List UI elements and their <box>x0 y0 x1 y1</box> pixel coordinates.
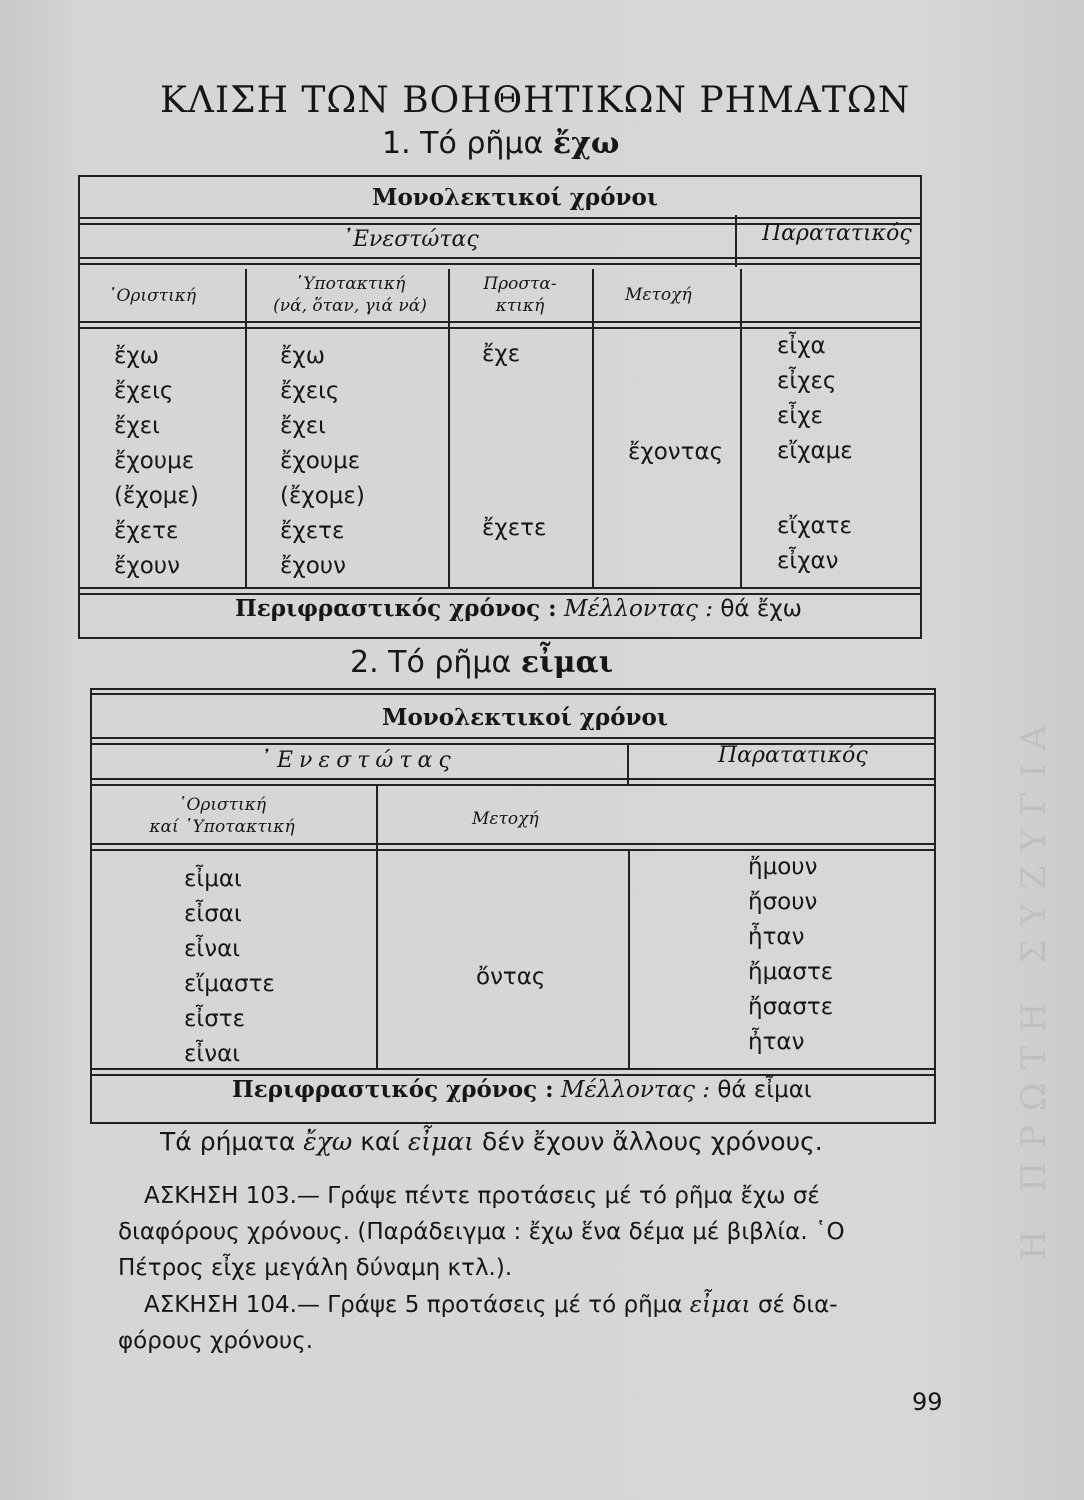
eimai-imperfect-form: ἤμαστε <box>748 959 834 985</box>
echo-subjunctive-form: (ἔχομε) <box>280 483 365 509</box>
echo-participle-header: Μετοχή <box>625 285 692 305</box>
echo-indicative-form: (ἔχομε) <box>114 483 199 509</box>
note-word-echo: ἔχω <box>303 1127 353 1156</box>
echo-imperative-plural: ἔχετε <box>482 515 547 541</box>
echo-indicative-form: ἔχω <box>114 343 159 369</box>
eimai-imperfect-column <box>748 850 833 1060</box>
eimai-imperfect-form: ἤσουν <box>748 889 818 915</box>
eimai-heading <box>350 645 613 680</box>
eimai-indicative-column <box>184 862 275 1072</box>
eimai-subjunctive-title: καί ῾Υποτακτική <box>149 817 295 837</box>
echo-conjugation-table <box>78 175 922 639</box>
note-part-2: καί <box>360 1127 400 1156</box>
echo-indicative-form: ἔχουν <box>114 553 180 579</box>
echo-participle-form: ἔχοντας <box>628 439 724 465</box>
echo-indicative-header: ῾Οριστική <box>108 286 197 306</box>
exercise-104-text-b: σέ δια- <box>757 1292 838 1318</box>
eimai-indicative-form: εἶσαι <box>184 901 242 927</box>
eimai-indicative-form: εἶστε <box>184 1006 246 1032</box>
echo-imperfect-form: εἴχαμε <box>777 438 853 464</box>
eimai-imperfect-form: ἤσαστε <box>748 994 834 1020</box>
auxiliary-verbs-note <box>160 1124 990 1160</box>
echo-imperfect-column-bottom <box>777 509 852 579</box>
exercise-104 <box>118 1287 948 1359</box>
note-part-1: Τά ρήματα <box>160 1127 296 1156</box>
eimai-imperfect-header: Παρατατικός <box>718 743 868 768</box>
eimai-periphrastic-label: Περιφραστικός χρόνος : <box>232 1076 554 1103</box>
eimai-heading-word: εἶμαι <box>520 645 614 680</box>
exercise-103-line-3: Πέτρος εἶχε μεγάλη δύναμη κτλ.). <box>118 1255 513 1281</box>
bleed-through-text: Η ΠΡΩΤΗ ΣΥΖΥΓΙΑ <box>1014 711 1054 1260</box>
echo-subjunctive-form: ἔχει <box>280 413 326 439</box>
chapter-title: ΚΛΙΣΗ ΤΩΝ ΒΟΗΘΗΤΙΚΩΝ ΡΗΜΑΤΩΝ <box>160 80 911 121</box>
echo-indicative-form: ἔχεις <box>114 378 174 404</box>
echo-heading-prefix: 1. Τό ρῆμα <box>382 126 544 161</box>
eimai-indicative-title: ῾Οριστική <box>177 795 267 815</box>
echo-future-form: θά ἔχω <box>720 596 802 622</box>
echo-imperative-title-2: κτική <box>495 296 545 316</box>
eimai-indicative-form: εἴμαστε <box>184 971 275 997</box>
eimai-participle-form: ὄντας <box>476 964 546 990</box>
eimai-conjugation-table <box>90 688 936 1124</box>
exercise-103-line-1: ΑΣΚΗΣΗ 103.— Γράψε πέντε προτάσεις μέ τό ρῆμα ἔχω σέ <box>144 1183 820 1209</box>
echo-imperfect-form: εἶχα <box>777 333 826 359</box>
echo-indicative-form: ἔχουμε <box>114 448 195 474</box>
eimai-participle-header: Μετοχή <box>472 809 539 829</box>
echo-imperfect-form: εἶχες <box>777 368 837 394</box>
note-part-3: δέν ἔχουν ἄλλους χρόνους. <box>481 1127 823 1156</box>
echo-indicative-form: ἔχετε <box>114 518 179 544</box>
eimai-indicative-header <box>132 794 312 838</box>
eimai-indicative-form: εἶναι <box>184 936 241 962</box>
echo-imperative-header <box>470 273 570 317</box>
eimai-future-form: θά εἶμαι <box>717 1077 812 1103</box>
echo-subjunctive-note: (νά, ὅταν, γιά νά) <box>273 296 427 316</box>
echo-indicative-column <box>114 339 199 584</box>
echo-present-header: ᾿Ενεστώτας <box>342 227 479 252</box>
eimai-present-header: ᾿Ενεστώτας <box>260 748 457 773</box>
echo-periphrastic-row <box>235 595 802 622</box>
eimai-indicative-form: εἶμαι <box>184 866 242 892</box>
echo-imperfect-form: εἶχαν <box>777 548 839 574</box>
echo-periphrastic-label: Περιφραστικός χρόνος : <box>235 595 557 622</box>
eimai-indicative-form: εἶναι <box>184 1041 241 1067</box>
echo-imperfect-form: εἴχατε <box>777 513 852 539</box>
eimai-simple-tenses-header: Μονολεκτικοί χρόνοι <box>382 704 668 731</box>
echo-subjunctive-header <box>260 273 440 317</box>
echo-indicative-form: ἔχει <box>114 413 160 439</box>
eimai-future-label: Μέλλοντας : <box>560 1077 711 1103</box>
echo-heading-word: ἔχω <box>552 126 620 161</box>
echo-imperfect-header: Παρατατικός <box>762 221 912 246</box>
exercise-103 <box>118 1178 948 1286</box>
exercise-103-line-2: διαφόρους χρόνους. (Παράδειγμα : ἔχω ἕνα δέμα μέ βιβλία. ῾Ο <box>118 1219 845 1245</box>
eimai-periphrastic-row <box>232 1076 812 1103</box>
echo-imperative-singular: ἔχε <box>482 341 521 367</box>
exercise-104-word: εἶμαι <box>689 1292 751 1318</box>
eimai-imperfect-form: ἦταν <box>748 1029 805 1055</box>
echo-subjunctive-title: ῾Υποτακτική <box>294 274 406 294</box>
echo-subjunctive-form: ἔχετε <box>280 518 345 544</box>
echo-heading <box>382 126 619 161</box>
echo-subjunctive-column <box>280 339 365 584</box>
echo-imperative-title-1: Προστα- <box>483 274 557 294</box>
exercise-104-line-1 <box>118 1287 948 1323</box>
echo-imperfect-column-top <box>777 329 853 469</box>
exercise-104-line-2: φόρους χρόνους. <box>118 1328 314 1354</box>
eimai-imperfect-form: ἤμουν <box>748 854 818 880</box>
exercise-104-text-a: ΑΣΚΗΣΗ 104.— Γράψε 5 προτάσεις μέ τό ρῆμα <box>144 1292 683 1318</box>
echo-subjunctive-form: ἔχω <box>280 343 325 369</box>
echo-imperfect-form: εἶχε <box>777 403 823 429</box>
echo-subjunctive-form: ἔχεις <box>280 378 340 404</box>
echo-subjunctive-form: ἔχουν <box>280 553 346 579</box>
echo-subjunctive-form: ἔχουμε <box>280 448 361 474</box>
note-word-eimai: εἶμαι <box>407 1127 474 1156</box>
page-number: 99 <box>912 1388 943 1416</box>
echo-simple-tenses-header: Μονολεκτικοί χρόνοι <box>372 184 658 211</box>
echo-future-label: Μέλλοντας : <box>563 596 714 622</box>
eimai-heading-prefix: 2. Τό ρῆμα <box>350 645 512 680</box>
eimai-imperfect-form: ἦταν <box>748 924 805 950</box>
